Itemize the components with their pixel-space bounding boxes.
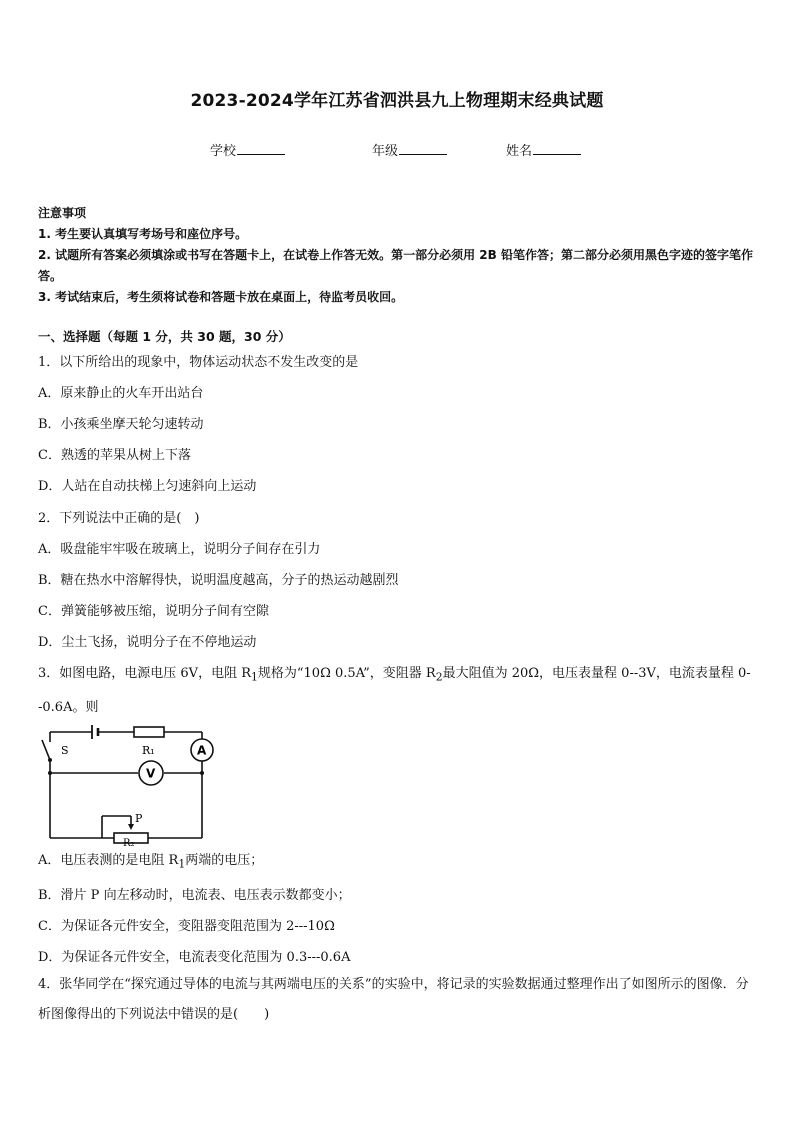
name-field [506,140,581,159]
question-3-stem [38,659,760,723]
stem-part: 最大阻值为 20Ω，电压表量程 0--3V，电流表量程 0--0.6A。则 [38,666,751,715]
option-c: C．为保证各元件安全，变阻器变阻范围为 2---10Ω [38,918,335,934]
r1-label: R₁ [142,744,155,757]
voltmeter-label: V [146,766,156,781]
stem-part: 规格为“10Ω 0.5A”，变阻器 R [257,666,436,681]
junction-dot [200,771,204,775]
option-d: D．尘土飞扬，说明分子在不停地运动 [38,635,257,650]
subscript: 2 [435,670,443,684]
option-d: D．人站在自动扶梯上匀速斜向上运动 [38,479,257,494]
name-blank [533,141,581,155]
r1-resistor [134,727,164,737]
school-label: 学校 [210,144,237,159]
option-text: 两端的电压； [185,853,264,868]
subscript: 1 [250,670,258,684]
question-stem: 2．下列说法中正确的是( ) [38,511,200,526]
notes-heading: 注意事项 [38,206,87,220]
school-blank [237,141,285,155]
section-heading: 一、选择题（每题 1 分，共 30 题，30 分） [38,329,291,344]
name-label: 姓名 [506,144,533,159]
option-text: A．电压表测的是电阻 R [38,853,179,868]
option-c: C．熟透的苹果从树上下落 [38,448,191,463]
question-3-options [38,845,760,973]
note-item: 1. 考生要认真填写考场号和座位序号。 [38,227,248,241]
switch-contact-icon [48,758,52,762]
note-item: 2. 试题所有答案必须填涂或书写在答题卡上，在试卷上作答无效。第一部分必须用 2B 铅笔作答；第二部分必须用黑色字迹的签字笔作答。 [38,248,753,283]
question-stem: 1．以下所给出的现象中，物体运动状态不发生改变的是 [38,355,359,370]
option-d: D．为保证各元件安全，电流表变化范围为 0.3---0.6A [38,949,351,965]
r2-label: R₂ [123,838,135,846]
option-b: B．滑片 P 向左移动时，电流表、电压表示数都变小； [38,887,351,903]
option-b: B．糖在热水中溶解得快，说明温度越高，分子的热运动越剧烈 [38,573,399,588]
subscript: 1 [178,857,186,871]
exam-title: 2023-2024学年江苏省泗洪县九上物理期末经典试题 [190,91,604,111]
question-1 [38,347,760,502]
option-a: A．原来静止的火车开出站台 [38,386,204,401]
option-a: A．吸盘能牢牢吸在玻璃上，说明分子间存在引力 [38,542,321,557]
note-item: 3. 考试结束后，考生须将试卷和答题卡放在桌面上，待监考员收回。 [38,290,404,304]
slider-label: P [135,812,143,825]
option-c: C．弹簧能够被压缩，说明分子间有空隙 [38,604,269,619]
stem-part: 3．如图电路，电源电压 6V，电阻 R [38,666,251,681]
circuit-diagram [34,718,224,846]
ammeter-label: A [197,743,207,758]
question-4-stem: 4．张华同学在“探究通过导体的电流与其两端电压的关系”的实验中，将记录的实验数据通过整理作出了如图所示的图像．分析图像得出的下列说法中错误的是( ) [38,977,749,1022]
option-b: B．小孩乘坐摩天轮匀速转动 [38,417,204,432]
notes-block [38,203,760,308]
question-2 [38,503,760,658]
slider-arrow-icon [128,824,134,830]
option-a [38,845,760,880]
grade-label: 年级 [372,144,399,159]
grade-blank [399,141,447,155]
school-field [210,140,285,159]
battery-icon [92,725,98,739]
junction-dot [48,771,52,775]
switch-label: S [61,744,69,757]
grade-field [372,140,447,159]
